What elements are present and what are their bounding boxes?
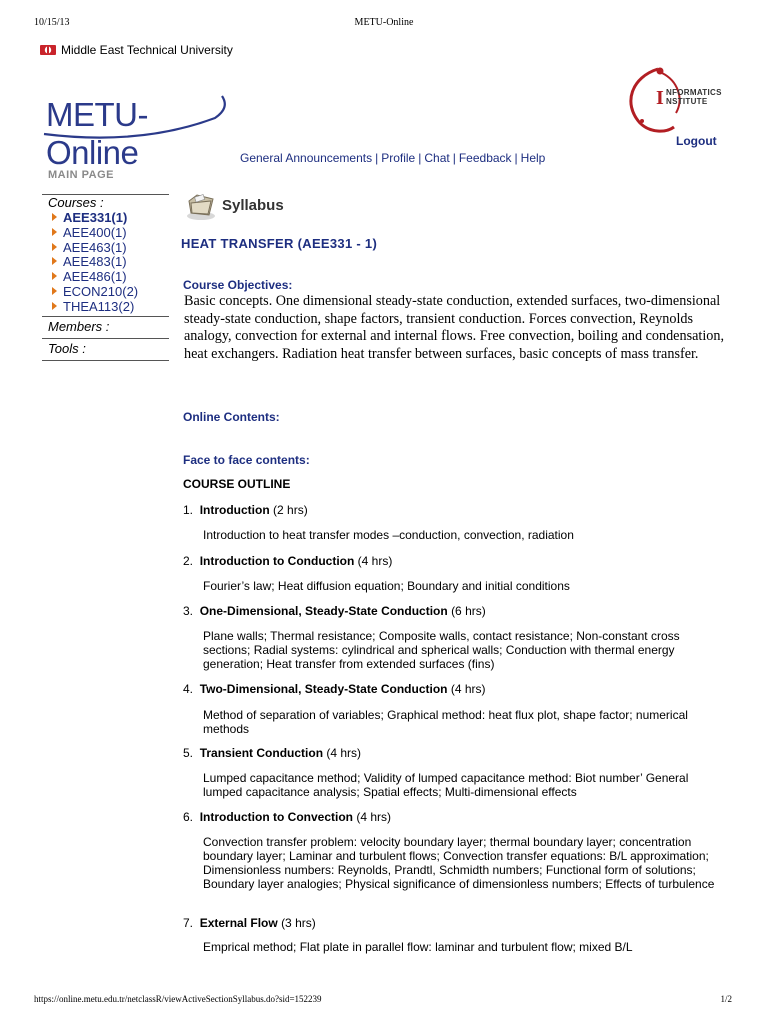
sidebar-divider [42, 360, 169, 361]
course-item-aee483[interactable]: AEE483(1) [52, 255, 138, 270]
folder-icon [185, 191, 217, 221]
objectives-label: Course Objectives: [183, 278, 293, 292]
university-name: Middle East Technical University [61, 43, 233, 57]
outline-item-desc: Method of separation of variables; Graphical method: heat flux plot, shape factor; numerical methods [203, 708, 688, 736]
logout-link[interactable]: Logout [676, 134, 717, 148]
course-item-thea113[interactable]: THEA113(2) [52, 300, 138, 315]
print-title: METU-Online [354, 17, 414, 28]
outline-item-desc: Introduction to heat transfer modes –conduction, convection, radiation [203, 528, 574, 542]
outline-item-title: 4. Two-Dimensional, Steady-State Conduction (4 hrs) [183, 682, 486, 696]
online-contents-label: Online Contents: [183, 410, 280, 424]
nav-general-announcements[interactable]: General Announcements [240, 151, 373, 165]
outline-item-title: 3. One-Dimensional, Steady-State Conduction (6 hrs) [183, 604, 486, 618]
sidebar-divider [42, 316, 169, 317]
main-page-link[interactable]: MAIN PAGE [48, 169, 115, 181]
nav-separator: | [418, 151, 422, 165]
objectives-text: Basic concepts. One dimensional steady-state conduction, extended surfaces, two-dimensional steady-state conduction, shape factors, transient conduction. Forces convection, Reynolds analogy, convection for external and internal flows. Free convection, boiling and condensation, heat exchangers. Radiation heat transfer between surfaces, basic concepts of mass transfer. [184, 293, 725, 362]
face-to-face-label: Face to face contents: [183, 453, 310, 467]
arrow-right-icon [52, 228, 57, 236]
outline-item-title: 7. External Flow (3 hrs) [183, 916, 316, 930]
outline-item-desc: Lumped capacitance method; Validity of lumped capacitance method: Biot number’ General lumped capacitance analysis; Spatial effects; Multi-dimensional effects [203, 771, 689, 799]
outline-item-title: 6. Introduction to Convection (4 hrs) [183, 810, 392, 824]
nav-help[interactable]: Help [520, 151, 546, 165]
outline-item-desc: Fourier’s law; Heat diffusion equation; Boundary and initial conditions [203, 579, 570, 593]
arrow-right-icon [52, 243, 57, 251]
course-item-aee331[interactable]: AEE331(1) [52, 211, 138, 226]
nav-feedback[interactable]: Feedback [458, 151, 512, 165]
top-navigation [240, 151, 545, 165]
section-title: Syllabus [222, 197, 284, 214]
print-date: 10/15/13 [34, 17, 70, 28]
arrow-right-icon [52, 287, 57, 295]
nav-separator: | [375, 151, 379, 165]
outline-item-desc: Emprical method; Flat plate in parallel flow: laminar and turbulent flow; mixed B/L [203, 940, 633, 954]
course-item-aee400[interactable]: AEE400(1) [52, 226, 138, 241]
arrow-right-icon [52, 302, 57, 310]
outline-item-title: 2. Introduction to Conduction (4 hrs) [183, 554, 393, 568]
print-url: https://online.metu.edu.tr/netclassR/viewActiveSectionSyllabus.do?sid=152239 [34, 994, 322, 1004]
arrow-right-icon [52, 257, 57, 265]
course-outline-heading: COURSE OUTLINE [183, 477, 291, 491]
metu-emblem-icon [40, 45, 56, 55]
ii-initial: I [656, 87, 664, 109]
outline-item-title: 1. Introduction (2 hrs) [183, 503, 308, 517]
outline-item-desc: Plane walls; Thermal resistance; Composite walls, contact resistance; Non-constant cross sections; Radial systems: cylindrical and spherical walls; Conduction with thermal energy generation; Heat transfer from extended surfaces (fins) [203, 629, 680, 671]
tools-label[interactable]: Tools : [48, 341, 86, 356]
nav-profile[interactable]: Profile [381, 151, 416, 165]
metu-online-logo[interactable] [40, 88, 240, 171]
nav-separator: | [514, 151, 518, 165]
ii-line1: NFORMATICS [666, 88, 722, 97]
course-item-aee463[interactable]: AEE463(1) [52, 241, 138, 256]
logo-text: METU-Online [46, 96, 148, 171]
print-page-number: 1/2 [720, 994, 732, 1004]
outline-item-desc: Convection transfer problem: velocity boundary layer; thermal boundary layer; concentration boundary layer; Laminar and turbulent flows; Convection transfer equations: B/L approximation; Dimensionless numbers: Reynolds, Prandtl, Schmidth numbers; Functional form of solutions; Boundary layer analogies; Physical significance of dimensionless numbers; Effects of turbulence [203, 835, 715, 891]
arrow-right-icon [52, 213, 57, 221]
members-label[interactable]: Members : [48, 319, 110, 334]
courses-label[interactable]: Courses : [48, 195, 104, 210]
informatics-institute-logo [622, 63, 732, 135]
course-item-econ210[interactable]: ECON210(2) [52, 285, 138, 300]
course-item-aee486[interactable]: AEE486(1) [52, 270, 138, 285]
arrow-right-icon [52, 272, 57, 280]
course-heading: HEAT TRANSFER (AEE331 - 1) [181, 236, 378, 251]
nav-separator: | [452, 151, 456, 165]
course-list [52, 211, 138, 315]
ii-line2: NSTITUTE [666, 97, 708, 106]
nav-chat[interactable]: Chat [424, 151, 450, 165]
sidebar-divider [42, 338, 169, 339]
outline-item-title: 5. Transient Conduction (4 hrs) [183, 746, 362, 760]
